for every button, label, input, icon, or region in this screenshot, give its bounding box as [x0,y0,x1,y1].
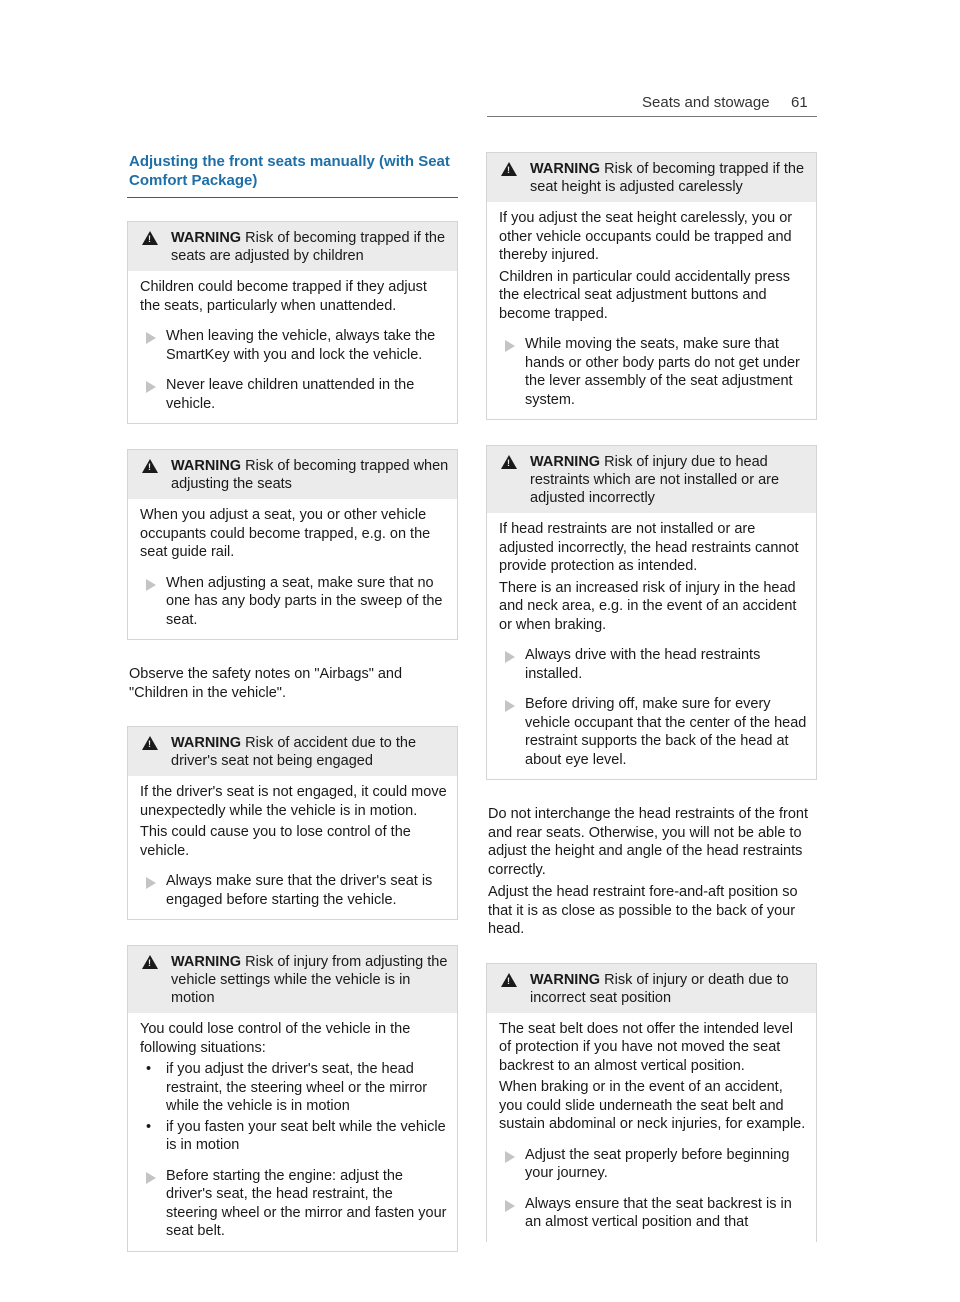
step [499,1146,807,1183]
head-restraint-notes [486,805,817,939]
warning-box [486,152,817,420]
warning-box [486,445,817,780]
warning-text: Children in particular could accidentally press the electrical seat adjustment buttons and become trapped. [499,268,790,322]
section-title-line1: Adjusting the front seats manually (with Seat [129,153,450,170]
step-text: When leaving the vehicle, always take the SmartKey with you and lock the vehicle. [166,328,436,363]
exclamation-mark: ! [148,958,151,968]
warning-box [127,726,458,920]
step-text: Before driving off, make sure for every vehicle occupant that the center of the head restraint supports the back of the head at about eye level. [525,696,807,768]
right-column [486,152,817,1267]
warning-header [128,946,457,1013]
bullet-list [140,1060,448,1155]
header-rule [487,116,817,117]
step [140,574,448,630]
warning-body [128,499,457,639]
warning-box [486,963,817,1242]
running-header [642,94,808,111]
step [499,646,807,683]
paragraph: Adjust the head restraint fore-and-aft position so that it is as close as possible to the back of your head. [488,884,798,937]
warning-text: Children could become trapped if they adjust the seats, particularly when unattended. [140,279,427,314]
warning-text: If the driver's seat is not engaged, it could move unexpectedly while the vehicle is in motion. [140,784,447,819]
warning-title: Risk of injury due to head restraints which are not installed or are adjusted incorrectly [530,454,780,506]
warning-label: WARNING [171,458,242,474]
exclamation-mark: ! [507,458,510,468]
warning-box [127,945,458,1252]
paragraph: Do not interchange the head restraints of the front and rear seats. Otherwise, you will not be able to adjust the height and angle of the head restraints correctly. [488,806,809,878]
step-text: While moving the seats, make sure that hands or other body parts do not get under the lever assembly of the seat adjustment system. [525,336,800,408]
arrow-icon [146,579,156,591]
warning-title: Risk of injury or death due to incorrect seat position [530,971,789,1006]
observe-text: Observe the safety notes on "Airbags" and "Children in the vehicle". [129,666,403,701]
warning-label: WARNING [530,454,601,470]
arrow-icon [146,877,156,889]
step-text: When adjusting a seat, make sure that no one has any body parts in the sweep of the seat. [166,574,443,628]
warning-text: If you adjust the seat height carelessly, you or other vehicle occupants could be trapped and thereby injured. [499,210,793,263]
section-rule [127,197,458,198]
warning-text: This could cause you to lose control of the vehicle. [140,824,411,859]
warning-title: Risk of injury from adjusting the vehicle settings while the vehicle is in motion [171,954,448,1006]
step-text: Always make sure that the driver's seat is engaged before starting the vehicle. [166,873,433,908]
arrow-icon [505,700,515,712]
step [140,1167,448,1241]
step [140,872,448,909]
step [499,335,807,409]
warning-text: The seat belt does not offer the intended level of protection if you have not moved the seat backrest to an almost vertical position. [499,1020,793,1074]
exclamation-mark: ! [148,234,151,244]
warning-header [487,153,816,202]
warning-body [128,1013,457,1251]
warning-body [487,1013,816,1242]
step-text: Adjust the seat properly before beginning your journey. [525,1146,790,1181]
arrow-icon [505,340,515,352]
list-item: • if you fasten your seat belt while the vehicle is in motion [140,1118,448,1155]
step-text: Never leave children unattended in the vehicle. [166,377,415,412]
warning-label: WARNING [171,230,242,246]
page-number: 61 [791,94,808,111]
warning-header [128,222,457,271]
section-title-line2: Comfort Package) [129,172,258,189]
note-paragraph [127,665,458,702]
warning-body [487,513,816,779]
warning-header [487,964,816,1013]
step-text: Always drive with the head restraints installed. [525,647,761,682]
list-item: • if you adjust the driver's seat, the head restraint, the steering wheel or the mirror while the vehicle is in motion [140,1060,448,1116]
section-title [127,152,458,190]
exclamation-mark: ! [507,165,510,175]
step-text: Always ensure that the seat backrest is in an almost vertical position and that [525,1195,792,1230]
warning-body [128,271,457,423]
step [499,1195,807,1232]
step [140,327,448,364]
left-column [127,152,458,1277]
arrow-icon [505,1151,515,1163]
warning-text: You could lose control of the vehicle in the following situations: [140,1021,411,1056]
warning-body [487,202,816,419]
step [140,376,448,413]
arrow-icon [146,1172,156,1184]
warning-label: WARNING [530,161,601,177]
warning-text: When braking or in the event of an accident, you could slide underneath the seat belt and sustain abdominal or neck injuries, for example. [499,1079,806,1132]
arrow-icon [146,332,156,344]
arrow-icon [505,651,515,663]
warning-box [127,221,458,424]
warning-header [128,727,457,776]
warning-label: WARNING [171,954,242,970]
step [499,695,807,769]
warning-title: Risk of becoming trapped when adjusting the seats [171,458,449,492]
arrow-icon [505,1200,515,1212]
warning-label: WARNING [171,735,242,751]
warning-title: Risk of accident due to the driver's seat not being engaged [171,735,417,769]
warning-text: When you adjust a seat, you or other vehicle occupants could become trapped, e.g. on the seat guide rail. [140,507,431,560]
warning-title: Risk of becoming trapped if the seat height is adjusted carelessly [530,161,805,195]
warning-text: There is an increased risk of injury in the head and neck area, e.g. in the event of an accident or when braking. [499,579,797,633]
warning-header [487,446,816,513]
arrow-icon [146,381,156,393]
exclamation-mark: ! [507,975,510,986]
exclamation-mark: ! [148,462,151,472]
header-section: Seats and stowage [642,94,770,111]
warning-header [128,450,457,499]
step-text: Before starting the engine: adjust the driver's seat, the head restraint, the steering wheel or the mirror and fasten your seat belt. [166,1167,447,1239]
warning-body [128,776,457,919]
warning-title: Risk of becoming trapped if the seats are adjusted by children [171,230,446,264]
warning-label: WARNING [530,971,601,988]
warning-box [127,449,458,640]
exclamation-mark: ! [148,739,151,749]
warning-text: If head restraints are not installed or are adjusted incorrectly, the head restraints cannot provide protection as intended. [499,521,799,574]
